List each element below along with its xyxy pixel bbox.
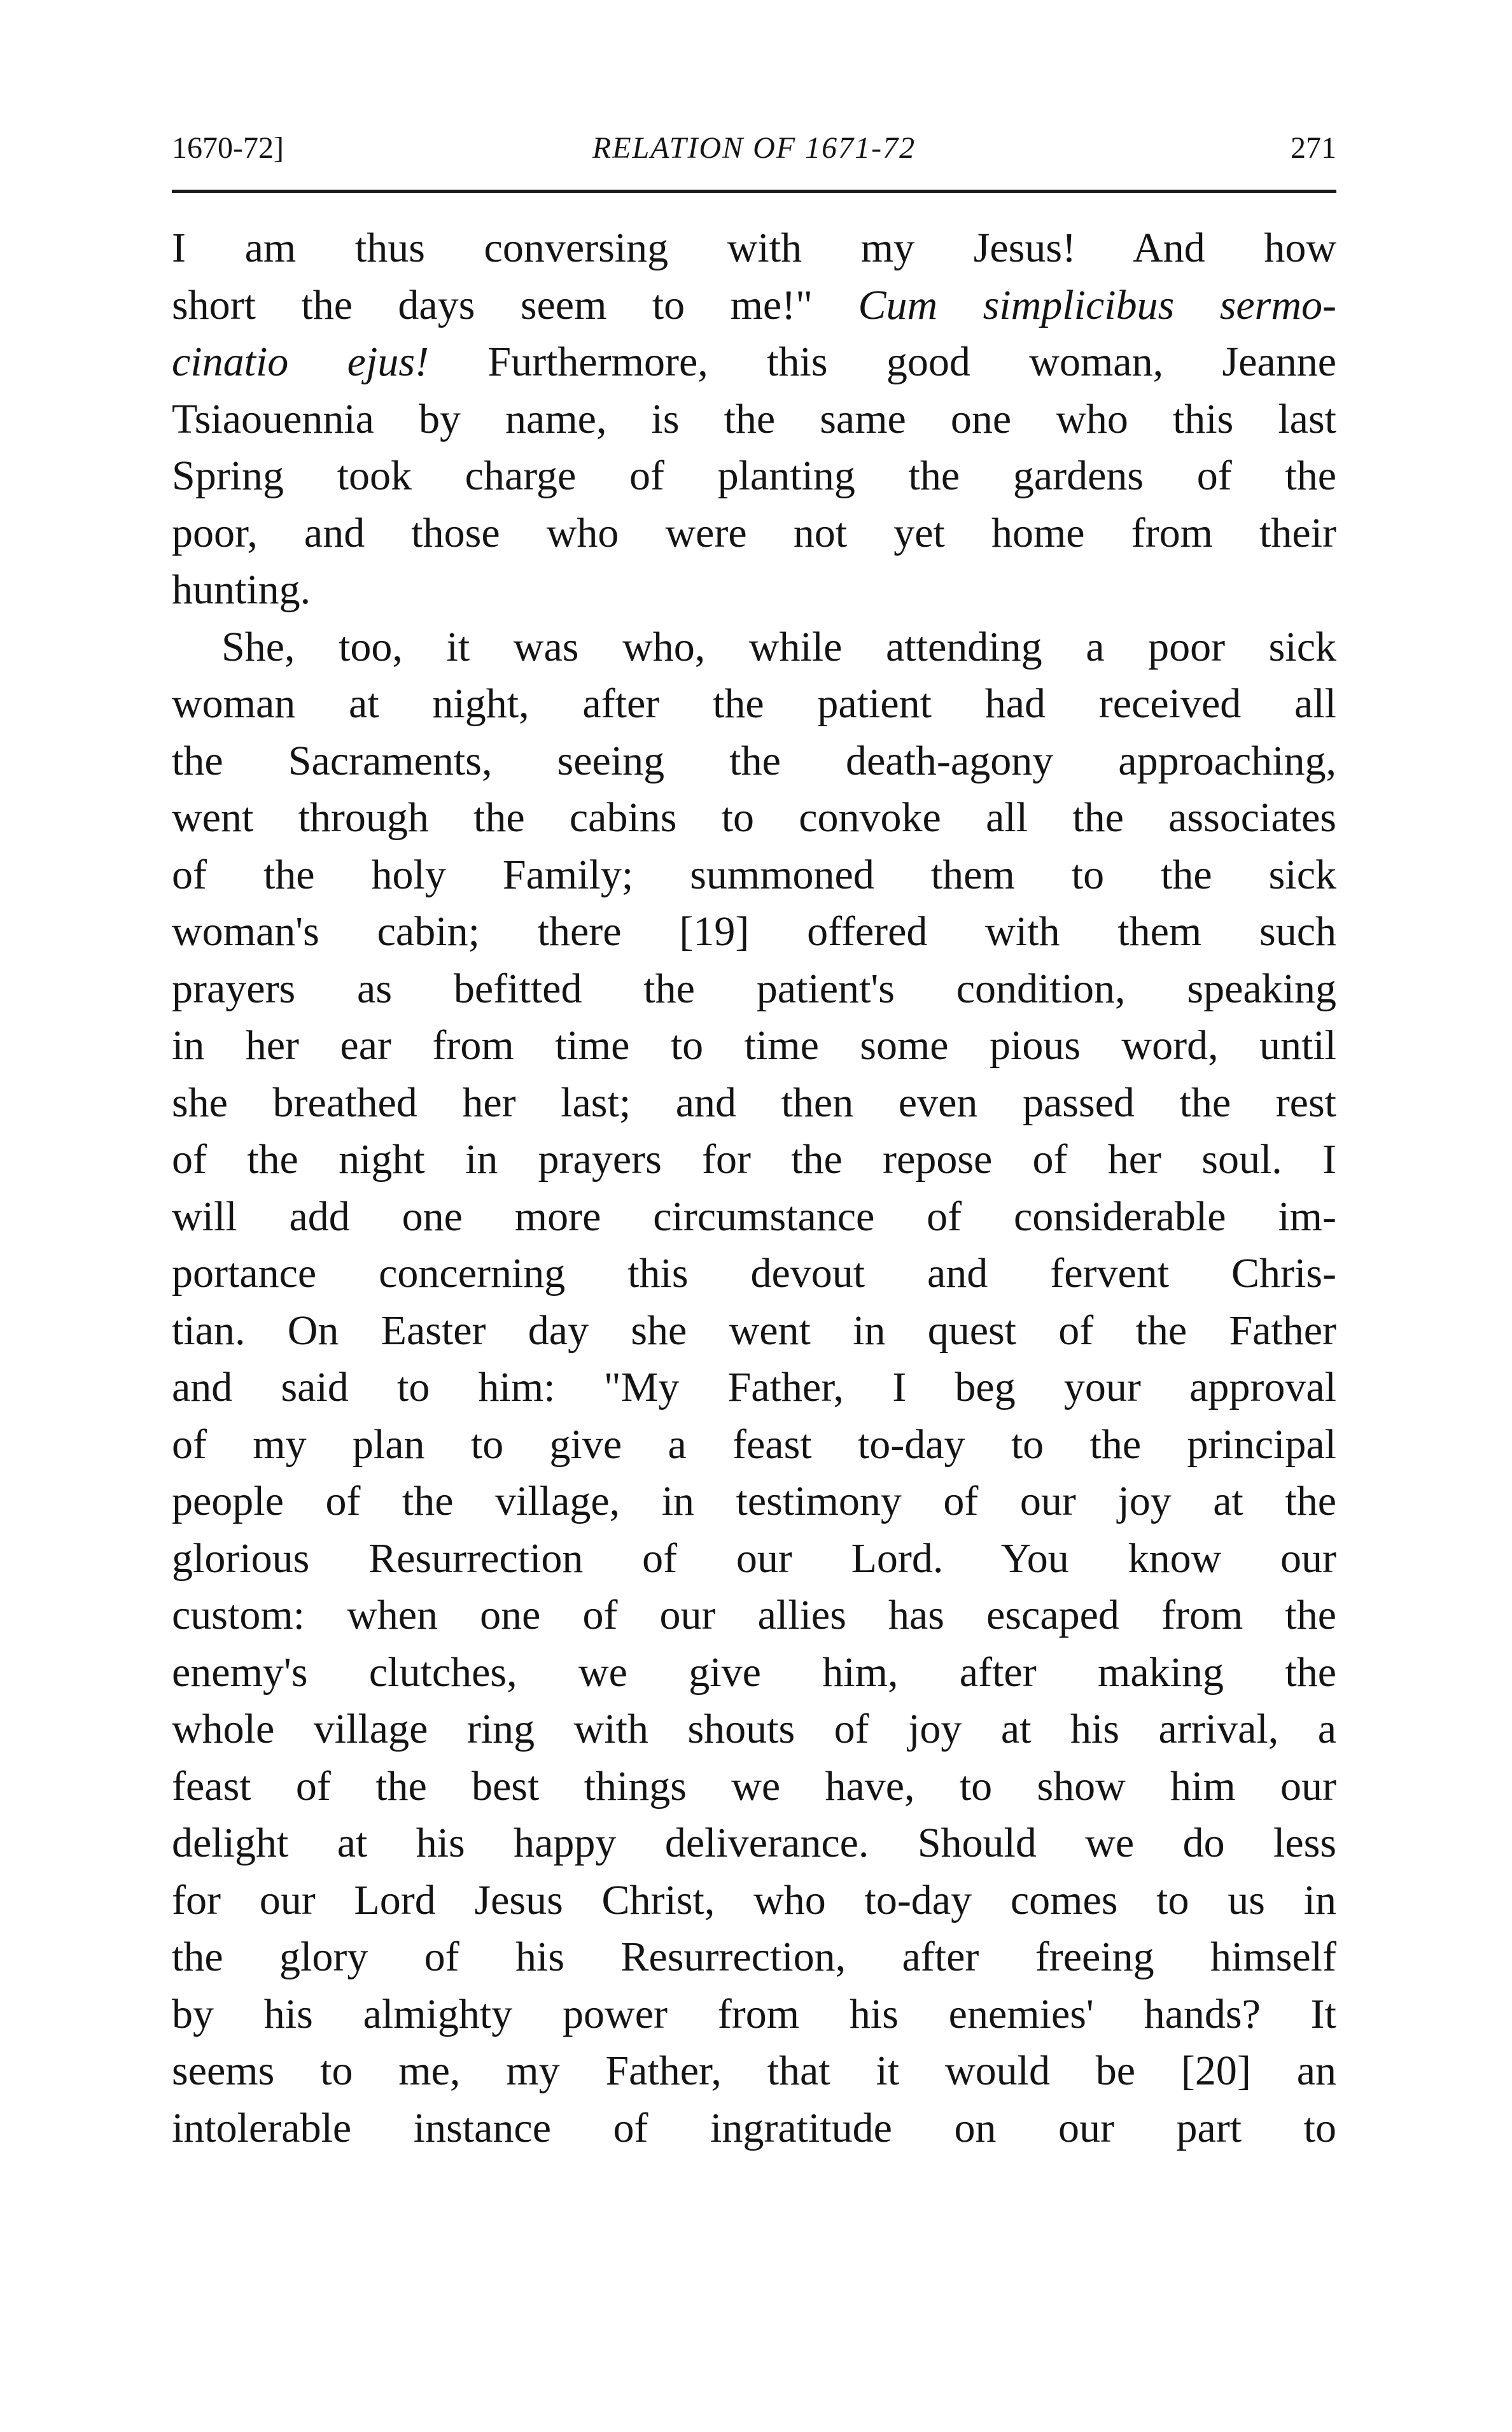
text-line: she breathed her last; and then even passed the rest <box>172 1079 1336 1126</box>
text-line: people of the village, in testimony of our joy at the <box>172 1478 1336 1524</box>
text-line: portance concerning this devout and fervent Chris- <box>172 1250 1336 1297</box>
text-line: enemy's clutches, we give him, after making the <box>172 1648 1336 1696</box>
text-line: will add one more circumstance of considerable im- <box>172 1193 1336 1240</box>
text-line: custom: when one of our allies has escaped from the <box>172 1592 1336 1638</box>
text-line: the Sacraments, seeing the death-agony approaching, <box>172 737 1336 784</box>
text-line: of the night in prayers for the repose of her soul. I <box>172 1136 1336 1183</box>
text-line: whole village ring with shouts of joy at his arrival, a <box>172 1706 1336 1752</box>
text-line: woman at night, after the patient had received all <box>172 680 1336 727</box>
book-page <box>172 0 1336 2432</box>
text-line-segment: short the days seem to me!" <box>172 281 813 328</box>
body-text <box>172 220 1336 2156</box>
text-line: of my plan to give a feast to-day to the principal <box>172 1421 1336 1468</box>
text-line: seems to me, my Father, that it would be [20] an <box>172 2048 1336 2094</box>
text-line: woman's cabin; there [19] offered with them such <box>172 908 1336 955</box>
text-line: in her ear from time to time some pious word, until <box>172 1022 1336 1069</box>
text-line: feast of the best things we have, to show him our <box>172 1762 1336 1810</box>
text-line-segment: Furthermore, this good woman, Jeanne <box>487 339 1337 385</box>
text-line: tian. On Easter day she went in quest of the Father <box>172 1307 1336 1354</box>
paragraph-end-line: hunting. <box>172 566 311 613</box>
running-head <box>172 126 1336 171</box>
text-line: Tsiaouennia by name, is the same one who this last <box>172 395 1336 442</box>
text-line: of the holy Family; summoned them to the sick <box>172 851 1336 898</box>
page-number: 271 <box>1291 131 1336 165</box>
text-line: the glory of his Resurrection, after freeing himself <box>172 1934 1336 1980</box>
latin-quotation-end: cinatio ejus! <box>172 339 429 385</box>
running-head-title: RELATION OF 1671-72 <box>592 131 916 165</box>
text-line: delight at his happy deliverance. Should we do less <box>172 1820 1336 1866</box>
latin-quotation: Cum simplicibus sermo- <box>858 281 1336 328</box>
text-line: by his almighty power from his enemies' hands? It <box>172 1990 1336 2037</box>
text-line-with-latin <box>172 277 1336 334</box>
text-line: I am thus conversing with my Jesus! And how <box>172 225 1336 271</box>
text-line-with-latin <box>172 334 1336 391</box>
paragraph-first-line: She, too, it was who, while attending a poor sick <box>221 623 1336 670</box>
text-line: poor, and those who were not yet home from their <box>172 509 1336 556</box>
running-head-date-range: 1670-72] <box>172 131 284 165</box>
text-line: prayers as befitted the patient's condition, speaking <box>172 965 1336 1012</box>
header-rule <box>172 190 1336 193</box>
text-line: and said to him: "My Father, I beg your approval <box>172 1364 1336 1410</box>
text-line: glorious Resurrection of our Lord. You know our <box>172 1535 1336 1582</box>
text-line: for our Lord Jesus Christ, who to-day comes to us in <box>172 1876 1336 1923</box>
text-line: Spring took charge of planting the gardens of the <box>172 453 1336 499</box>
text-line: went through the cabins to convoke all the associates <box>172 794 1336 841</box>
text-line: intolerable instance of ingratitude on our part to <box>172 2104 1336 2151</box>
